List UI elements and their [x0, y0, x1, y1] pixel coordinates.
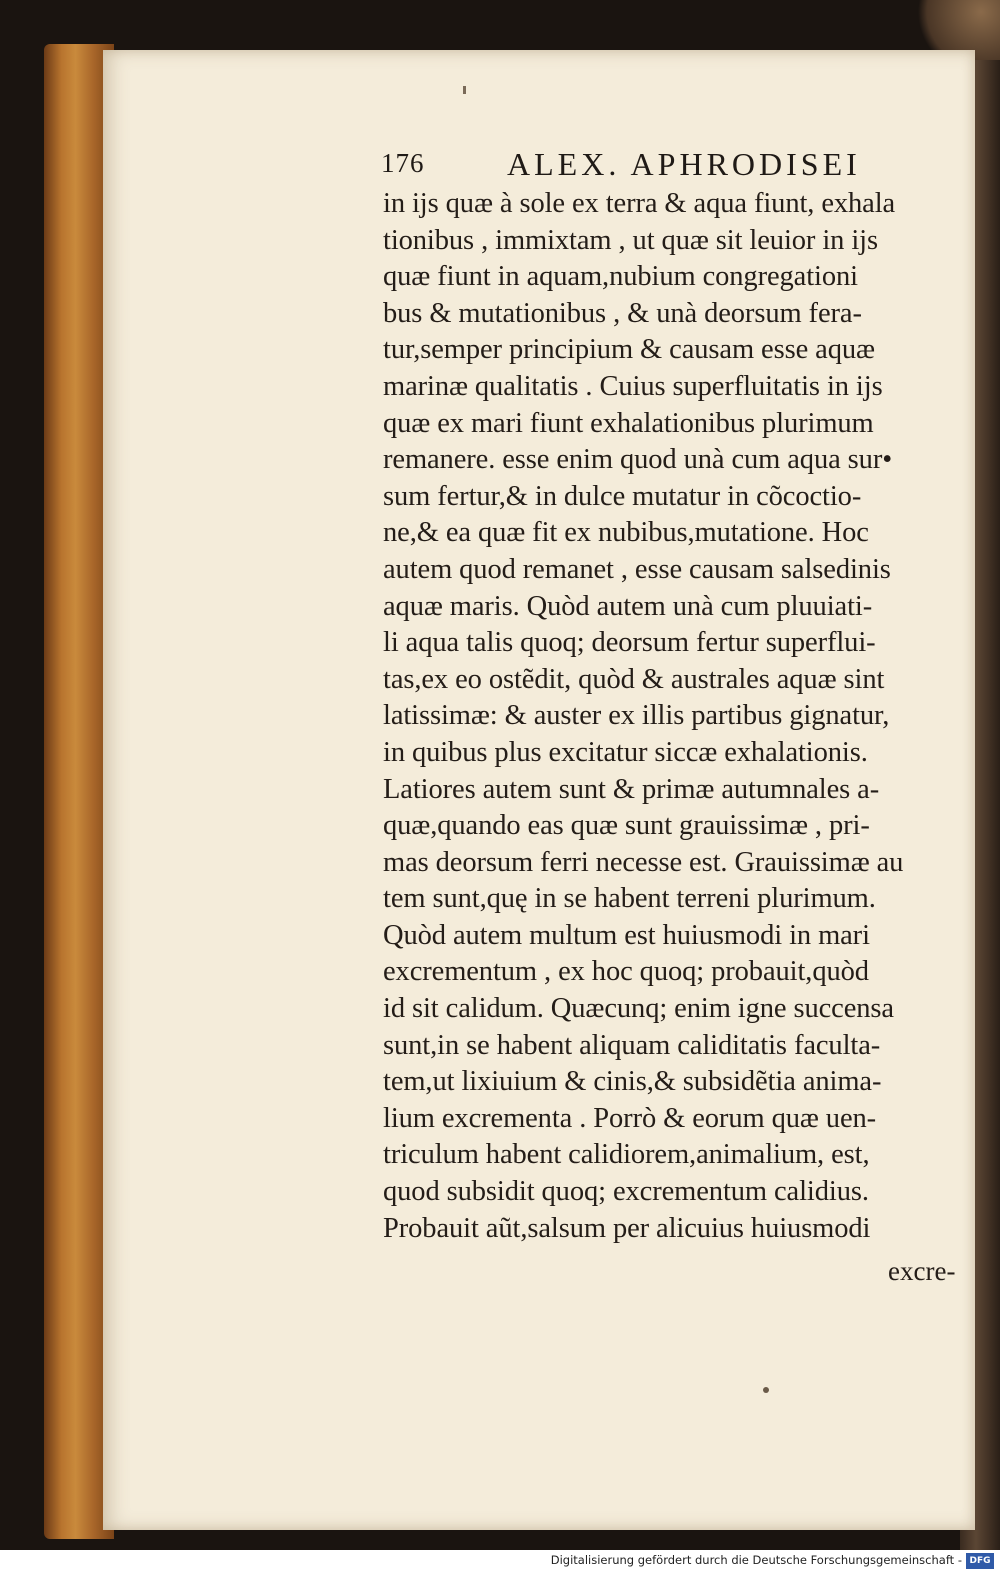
text-line: id sit calidum. Quæcunq; enim igne succensa [383, 993, 894, 1025]
text-line: latissimæ: & auster ex illis partibus gignatur, [383, 700, 890, 732]
text-line: Quòd autem multum est huiusmodi in mari [383, 919, 870, 951]
text-line: ne,& ea quæ fit ex nubibus,mutatione. Hoc [383, 517, 869, 549]
text-line: in ijs quæ à sole ex terra & aqua fiunt, exhala [383, 188, 896, 219]
text-line: in quibus plus excitatur siccæ exhalationis. [383, 736, 868, 768]
text-line: triculum habent calidiorem,animalium, est, [383, 1139, 870, 1171]
text-line: li aqua talis quoq; deorsum fertur superflui- [383, 627, 876, 659]
text-line: bus & mutationibus , & unà deorsum fera- [383, 297, 862, 329]
text-line: remanere. esse enim quod unà cum aqua sur• [383, 444, 893, 476]
text-line: lium excrementa . Porrò & eorum quæ uen- [383, 1102, 877, 1134]
text-block [383, 186, 983, 1247]
text-line: excrementum , ex hoc quoq; probauit,quòd [383, 956, 869, 988]
text-line: quæ,quando eas quæ sunt grauissimæ , pri- [383, 810, 870, 842]
running-title: ALEX. APHRODISEI [507, 146, 861, 182]
text-line: quæ fiunt in aquam,nubium congregationi [383, 261, 858, 293]
text-line: sunt,in se habent aliquam caliditatis faculta- [383, 1029, 881, 1061]
text-line: Latiores autem sunt & primæ autumnales a- [383, 773, 880, 805]
text-line: tur,semper principium & causam esse aquæ [383, 334, 875, 366]
text-line: sum fertur,& in dulce mutatur in cõcoctio- [383, 480, 862, 512]
page-speck [763, 1387, 769, 1393]
text-line: tem,ut lixiuium & cinis,& subsidẽtia anima- [383, 1066, 882, 1098]
page-header [381, 146, 981, 186]
text-line: tas,ex eo ostẽdit, quòd & australes aquæ sint [383, 663, 885, 695]
text-line: quod subsidit quoq; excrementum calidius. [383, 1176, 869, 1208]
dfg-logo: DFG [966, 1553, 994, 1569]
page-number: 176 [381, 148, 425, 178]
text-line: autem quod remanet , esse causam salsedinis [383, 553, 891, 585]
footer-bar [0, 1550, 1000, 1573]
text-line: tem sunt,quę in se habent terreni plurimum. [383, 883, 876, 915]
funding-notice: Digitalisierung gefördert durch die Deutsche Forschungsgemeinschaft - [550, 1553, 962, 1567]
text-line: aquæ maris. Quòd autem unà cum pluuiati- [383, 590, 873, 622]
text-line: Probauit aũt,salsum per alicuius huiusmodi [383, 1212, 871, 1244]
page-mark [463, 86, 466, 94]
text-line: quæ ex mari fiunt exhalationibus plurimum [383, 407, 874, 439]
text-line: marinæ qualitatis . Cuius superfluitatis in ijs [383, 370, 883, 402]
catchword: excre- [888, 1256, 956, 1286]
text-line: mas deorsum ferri necesse est. Grauissimæ au [383, 846, 904, 878]
text-line: tionibus , immixtam , ut quæ sit leuior in ijs [383, 224, 878, 256]
